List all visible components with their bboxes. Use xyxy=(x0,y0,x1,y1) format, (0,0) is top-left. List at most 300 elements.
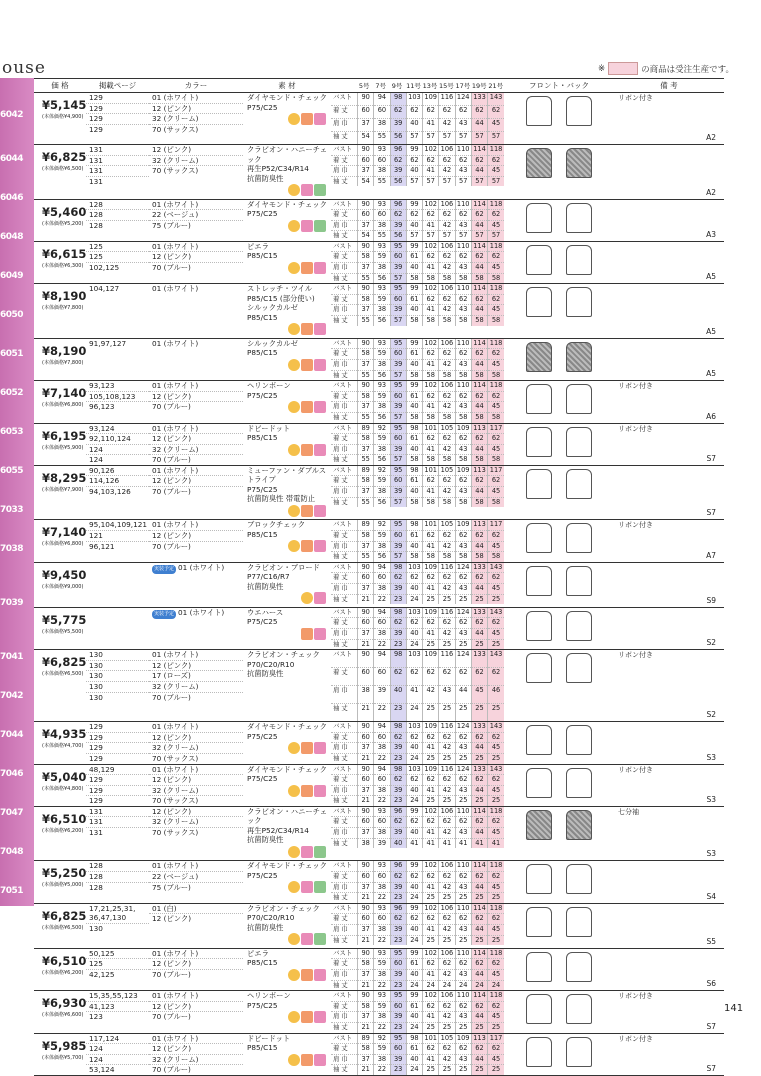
size-value: 39 xyxy=(390,1054,406,1065)
size-value: 124 xyxy=(455,93,471,106)
size-value: 93 xyxy=(374,284,390,294)
garment-cell xyxy=(504,145,614,200)
page-cell xyxy=(86,562,149,607)
size-value: 24 xyxy=(455,980,471,990)
size-value: 43 xyxy=(455,628,471,639)
size-value: 23 xyxy=(390,1065,406,1075)
size-value: 98 xyxy=(390,608,406,618)
size-value: 43 xyxy=(455,220,471,231)
price-cell xyxy=(34,520,86,562)
size-table xyxy=(331,1034,504,1075)
size-value: 25 xyxy=(423,1065,439,1075)
product-row xyxy=(34,145,724,200)
size-value: 96 xyxy=(390,807,406,817)
remark-text: リボン付き xyxy=(618,521,653,530)
garment-cell xyxy=(504,562,614,607)
remarks-cell xyxy=(614,381,724,423)
size-value: 37 xyxy=(358,402,374,413)
size-value: 99 xyxy=(406,242,422,252)
color-option: 17 (ローズ) xyxy=(149,671,243,682)
color-option: 70 (ブルー) xyxy=(152,1012,191,1022)
catalog-page-ref: S2 xyxy=(706,710,716,720)
size-value: 116 xyxy=(439,722,455,732)
size-value: 60 xyxy=(358,573,374,584)
size-value: 99 xyxy=(406,807,422,817)
size-value: 57 xyxy=(471,132,487,145)
product-code: 7041 xyxy=(0,652,24,662)
page-ref: 123 xyxy=(89,1012,103,1022)
size-value: 40 xyxy=(406,305,422,316)
color-option: 01 (ホワイト) xyxy=(152,338,199,348)
size-value: 24 xyxy=(406,639,422,649)
catalog-page-ref: S7 xyxy=(706,1063,716,1073)
base-price: (本体価格¥6,800) xyxy=(42,541,84,548)
care-icon xyxy=(314,785,326,797)
size-label: 肩 巾 xyxy=(331,686,358,704)
back-view-icon xyxy=(566,523,592,553)
size-value: 62 xyxy=(488,294,504,305)
size-table xyxy=(331,949,504,990)
size-value: 114 xyxy=(471,861,487,871)
size-value: 44 xyxy=(471,628,487,639)
size-value: 57 xyxy=(471,176,487,186)
size-value: 58 xyxy=(455,316,471,326)
size-row xyxy=(331,455,504,465)
size-value: 113 xyxy=(471,520,487,530)
color-cell xyxy=(149,338,243,380)
material-cell xyxy=(243,806,331,861)
page-cell xyxy=(86,861,149,903)
col-page: 掲載ページ xyxy=(86,79,149,93)
size-value: 62 xyxy=(471,106,487,119)
page-ref: 131 xyxy=(86,807,149,818)
size-cell xyxy=(331,562,504,607)
color-option: 32 (クリーム) xyxy=(149,114,243,125)
size-value: 43 xyxy=(455,828,471,839)
notice-mark: ※ xyxy=(598,63,606,74)
size-value: 62 xyxy=(471,959,487,970)
front-view-icon xyxy=(526,611,552,641)
color-option: 70 (サックス) xyxy=(152,828,199,838)
material-line: シルックカルゼ xyxy=(247,338,298,348)
size-value: 25 xyxy=(455,893,471,903)
size-value: 60 xyxy=(374,817,390,828)
size-value: 62 xyxy=(488,959,504,970)
size-value: 93 xyxy=(374,145,390,155)
size-value: 25 xyxy=(423,935,439,945)
size-value: 95 xyxy=(390,242,406,252)
size-value: 62 xyxy=(488,1001,504,1012)
catalog-page-ref: S7 xyxy=(706,453,716,463)
product-row xyxy=(34,199,724,241)
size-value: 60 xyxy=(390,391,406,402)
garment-cell xyxy=(504,650,614,722)
size-value: 61 xyxy=(406,434,422,445)
size-value: 124 xyxy=(455,765,471,775)
size-value: 62 xyxy=(423,732,439,743)
size-value: 25 xyxy=(488,704,504,722)
size-value: 101 xyxy=(423,520,439,530)
size-value: 38 xyxy=(374,583,390,594)
material-cell xyxy=(243,241,331,283)
product-code: 7044 xyxy=(0,730,24,740)
size-value: 58 xyxy=(423,497,439,507)
size-value: 133 xyxy=(471,722,487,732)
color-cell xyxy=(149,607,243,649)
size-value: 105 xyxy=(439,424,455,434)
size-value: 45 xyxy=(488,969,504,980)
price-cell xyxy=(34,465,86,520)
size-value: 45 xyxy=(488,359,504,370)
care-icon xyxy=(314,505,326,517)
remark-text: リボン付き xyxy=(618,424,653,433)
color-option: 01 (ホワイト) xyxy=(149,466,243,477)
front-view-icon xyxy=(526,523,552,553)
size-value: 118 xyxy=(488,242,504,252)
remarks-cell xyxy=(614,764,724,806)
size-value: 106 xyxy=(439,861,455,871)
material-cell xyxy=(243,93,331,145)
size-value: 113 xyxy=(471,424,487,434)
size-value: 39 xyxy=(390,166,406,177)
size-value: 38 xyxy=(374,924,390,935)
size-value: 44 xyxy=(471,166,487,177)
page-ref: 129 xyxy=(89,124,103,134)
back-view-icon xyxy=(566,96,592,126)
size-value: 99 xyxy=(406,200,422,210)
color-option: 12 (ピンク) xyxy=(149,434,243,445)
size-value: 22 xyxy=(374,753,390,763)
size-value: 58 xyxy=(455,273,471,283)
size-value: 60 xyxy=(374,210,390,221)
color-cell xyxy=(149,241,243,283)
size-value: 25 xyxy=(471,1065,487,1075)
size-label: 肩 巾 xyxy=(331,628,358,639)
material-cell xyxy=(243,562,331,607)
size-value: 62 xyxy=(471,573,487,584)
size-value: 45 xyxy=(488,263,504,274)
product-row xyxy=(34,861,724,903)
size-value: 60 xyxy=(358,914,374,925)
size-label: 肩 巾 xyxy=(331,402,358,413)
size-value: 62 xyxy=(488,871,504,882)
material-line: クラビオン・チェック xyxy=(247,650,320,660)
size-value: 41 xyxy=(423,1054,439,1065)
size-value: 58 xyxy=(488,455,504,465)
size-row xyxy=(331,316,504,326)
size-value: 95 xyxy=(390,466,406,476)
size-value: 117 xyxy=(488,466,504,476)
care-icon xyxy=(314,881,326,893)
size-value: 62 xyxy=(471,775,487,786)
size-value: 62 xyxy=(439,1001,455,1012)
size-value: 62 xyxy=(488,106,504,119)
size-value: 22 xyxy=(374,1022,390,1032)
size-value: 95 xyxy=(390,339,406,349)
size-value: 58 xyxy=(455,497,471,507)
size-row xyxy=(331,583,504,594)
size-value: 57 xyxy=(423,231,439,241)
color-option: 01 (ホワイト) xyxy=(149,200,243,211)
size-value: 117 xyxy=(488,424,504,434)
size-value: 114 xyxy=(471,200,487,210)
material-line: ダイヤモンド・チェック xyxy=(247,764,327,774)
size-value: 95 xyxy=(390,1034,406,1044)
size-row xyxy=(331,969,504,980)
size-value: 98 xyxy=(390,722,406,732)
front-view-icon xyxy=(526,864,552,894)
size-value: 99 xyxy=(406,381,422,391)
size-label: バスト xyxy=(331,424,358,434)
product-code: 6052 xyxy=(0,388,24,398)
price-value: ¥6,825 xyxy=(42,908,87,923)
catalog-page-ref: S4 xyxy=(706,891,716,901)
size-value: 62 xyxy=(455,252,471,263)
size-value: 25 xyxy=(471,639,487,649)
size-value: 58 xyxy=(358,294,374,305)
color-cell xyxy=(149,465,243,520)
front-view-icon xyxy=(526,96,552,126)
page-cell xyxy=(86,607,149,649)
size-label: 着 丈 xyxy=(331,106,358,119)
color-option: 70 (ブルー) xyxy=(152,455,191,465)
size-value: 62 xyxy=(423,817,439,828)
material-line: P85/C15 xyxy=(247,529,278,539)
size-label: 袖 丈 xyxy=(333,316,348,325)
material-line: ヘリンボーン xyxy=(247,991,291,1001)
page-ref: 131 xyxy=(89,828,103,838)
size-value: 41 xyxy=(423,402,439,413)
size-value: 58 xyxy=(471,552,487,562)
catalog-page-ref: A5 xyxy=(706,369,716,379)
size-label: 袖 丈 xyxy=(333,273,348,282)
product-row xyxy=(34,607,724,649)
color-option: 12 (ピンク) xyxy=(149,1002,243,1013)
color-option: 70 (ブルー) xyxy=(152,969,191,979)
base-price: (本体価格¥7,900) xyxy=(42,486,84,493)
size-value: 109 xyxy=(423,93,439,106)
material-line: P75/C25 xyxy=(247,1000,278,1010)
size-value: 58 xyxy=(358,959,374,970)
size-value: 58 xyxy=(358,391,374,402)
size-value: 60 xyxy=(374,106,390,119)
size-row xyxy=(331,1012,504,1023)
base-price: (本体価格¥6,300) xyxy=(42,262,84,269)
size-value: 41 xyxy=(423,359,439,370)
size-value: 124 xyxy=(455,722,471,732)
material-line: P85/C15 xyxy=(247,348,278,358)
front-view-icon xyxy=(526,1037,552,1067)
size-value: 42 xyxy=(439,628,455,639)
size-label: 着 丈 xyxy=(331,252,358,263)
size-row xyxy=(331,1054,504,1065)
color-option: 12 (ピンク) xyxy=(149,661,243,672)
size-value: 22 xyxy=(374,893,390,903)
size-value: 39 xyxy=(390,444,406,455)
size-value: 90 xyxy=(358,650,374,668)
size-value: 103 xyxy=(406,650,422,668)
size-row xyxy=(331,1044,504,1055)
size-value: 62 xyxy=(423,252,439,263)
size-value: 38 xyxy=(374,882,390,893)
page-ref: 129 xyxy=(89,753,103,763)
size-value: 62 xyxy=(488,732,504,743)
size-row xyxy=(331,242,504,252)
size-value: 118 xyxy=(488,339,504,349)
size-value: 62 xyxy=(471,732,487,743)
size-value: 37 xyxy=(358,263,374,274)
size-value: 61 xyxy=(406,349,422,360)
size-value: 25 xyxy=(439,796,455,806)
size-value: 23 xyxy=(390,1022,406,1032)
size-value: 62 xyxy=(488,668,504,686)
size-value: 41 xyxy=(423,628,439,639)
size-value: 110 xyxy=(455,861,471,871)
size-value: 60 xyxy=(390,1001,406,1012)
product-code: 6050 xyxy=(0,310,24,320)
size-value: 25 xyxy=(488,1065,504,1075)
size-value: 39 xyxy=(390,402,406,413)
size-value: 114 xyxy=(471,242,487,252)
care-icon xyxy=(301,262,313,274)
color-option: 01 (ホワイト) xyxy=(149,93,243,104)
size-label: 肩 巾 xyxy=(331,1054,358,1065)
care-icon xyxy=(314,628,326,640)
size-value: 59 xyxy=(374,391,390,402)
page-ref: 124 xyxy=(86,445,149,456)
back-view-icon xyxy=(566,864,592,894)
size-value: 62 xyxy=(406,668,422,686)
size-value: 114 xyxy=(471,904,487,914)
size-value: 56 xyxy=(390,132,406,145)
size-header-label: 15号 xyxy=(439,82,454,90)
size-label: 肩 巾 xyxy=(331,541,358,552)
size-label: バスト xyxy=(331,650,358,668)
color-option: 12 (ピンク) xyxy=(149,1044,243,1055)
size-value: 95 xyxy=(390,991,406,1001)
size-value: 62 xyxy=(439,476,455,487)
size-value: 143 xyxy=(488,650,504,668)
size-value: 92 xyxy=(374,520,390,530)
color-option: 12 (ピンク) xyxy=(149,104,243,115)
size-value: 38 xyxy=(374,444,390,455)
size-value: 25 xyxy=(471,1022,487,1032)
material-line: P75/C25 xyxy=(247,774,278,783)
back-view-icon xyxy=(566,952,592,982)
color-option: 70 (ブルー) xyxy=(152,263,191,273)
size-value: 23 xyxy=(390,796,406,806)
size-label: 袖 丈 xyxy=(333,176,348,185)
size-value: 62 xyxy=(439,871,455,882)
size-value: 110 xyxy=(455,949,471,959)
size-cell xyxy=(331,861,504,903)
size-value: 42 xyxy=(439,166,455,177)
size-cell xyxy=(331,145,504,200)
product-row xyxy=(34,465,724,520)
size-value: 62 xyxy=(439,1044,455,1055)
size-value: 23 xyxy=(390,980,406,990)
size-value: 60 xyxy=(358,732,374,743)
page-cell xyxy=(86,650,149,722)
size-value: 23 xyxy=(390,639,406,649)
size-value: 62 xyxy=(471,349,487,360)
size-value: 59 xyxy=(374,294,390,305)
product-code: 7042 xyxy=(0,691,24,701)
size-value: 62 xyxy=(390,668,406,686)
price-cell xyxy=(34,948,86,990)
size-value: 62 xyxy=(439,959,455,970)
page-cell xyxy=(86,199,149,241)
front-view-icon xyxy=(526,203,552,233)
size-value: 109 xyxy=(423,563,439,573)
page-ref: 129 xyxy=(86,114,149,125)
size-value: 62 xyxy=(488,530,504,541)
size-value: 62 xyxy=(439,252,455,263)
color-option: 32 (クリーム) xyxy=(149,1055,243,1066)
size-value: 62 xyxy=(488,775,504,786)
page-ref: 50,125 xyxy=(86,949,149,960)
color-option: 32 (クリーム) xyxy=(149,743,243,754)
size-value: 25 xyxy=(439,704,455,722)
size-value: 93 xyxy=(374,861,390,871)
size-label: 袖 丈 xyxy=(333,639,348,648)
size-value: 45 xyxy=(488,119,504,132)
material-line: ストレッチ・ツイル P85/C15 (部分使い) xyxy=(247,284,315,303)
care-icon xyxy=(314,359,326,371)
size-value: 38 xyxy=(374,487,390,498)
size-value: 62 xyxy=(471,871,487,882)
size-value: 38 xyxy=(374,628,390,639)
size-value: 37 xyxy=(358,220,374,231)
size-value: 42 xyxy=(439,119,455,132)
size-value: 61 xyxy=(406,1001,422,1012)
size-row xyxy=(331,1001,504,1012)
material-line: 抗菌防臭性 xyxy=(247,922,284,932)
size-value: 114 xyxy=(471,807,487,817)
size-table xyxy=(331,284,504,325)
size-value: 57 xyxy=(423,176,439,186)
size-value: 58 xyxy=(488,412,504,422)
size-value: 25 xyxy=(455,935,471,945)
garment-cell xyxy=(504,199,614,241)
remarks-cell xyxy=(614,520,724,562)
care-icon xyxy=(288,846,300,858)
product-code: 7047 xyxy=(0,808,24,818)
size-label: 着 丈 xyxy=(331,210,358,221)
front-view-icon xyxy=(526,245,552,275)
size-value: 103 xyxy=(406,722,422,732)
size-table xyxy=(331,904,504,945)
size-value: 39 xyxy=(390,969,406,980)
material-line: P75/C25 xyxy=(247,102,278,112)
size-value: 114 xyxy=(471,949,487,959)
size-value: 42 xyxy=(439,541,455,552)
size-label: バスト xyxy=(331,861,358,871)
catalog-page-ref: A2 xyxy=(706,133,716,142)
size-value: 57 xyxy=(406,231,422,241)
material-cell xyxy=(243,381,331,423)
material-line: クラビオン・ブロード xyxy=(247,562,320,572)
size-label: 肩 巾 xyxy=(331,119,358,132)
catalog-page-ref: S3 xyxy=(706,849,716,859)
size-label: 肩 巾 xyxy=(331,263,358,274)
page-ref: 92,110,124 xyxy=(86,434,149,445)
size-value: 21 xyxy=(358,796,374,806)
size-value: 44 xyxy=(471,1012,487,1023)
price-cell xyxy=(34,607,86,649)
size-value: 114 xyxy=(471,145,487,155)
size-row xyxy=(331,294,504,305)
